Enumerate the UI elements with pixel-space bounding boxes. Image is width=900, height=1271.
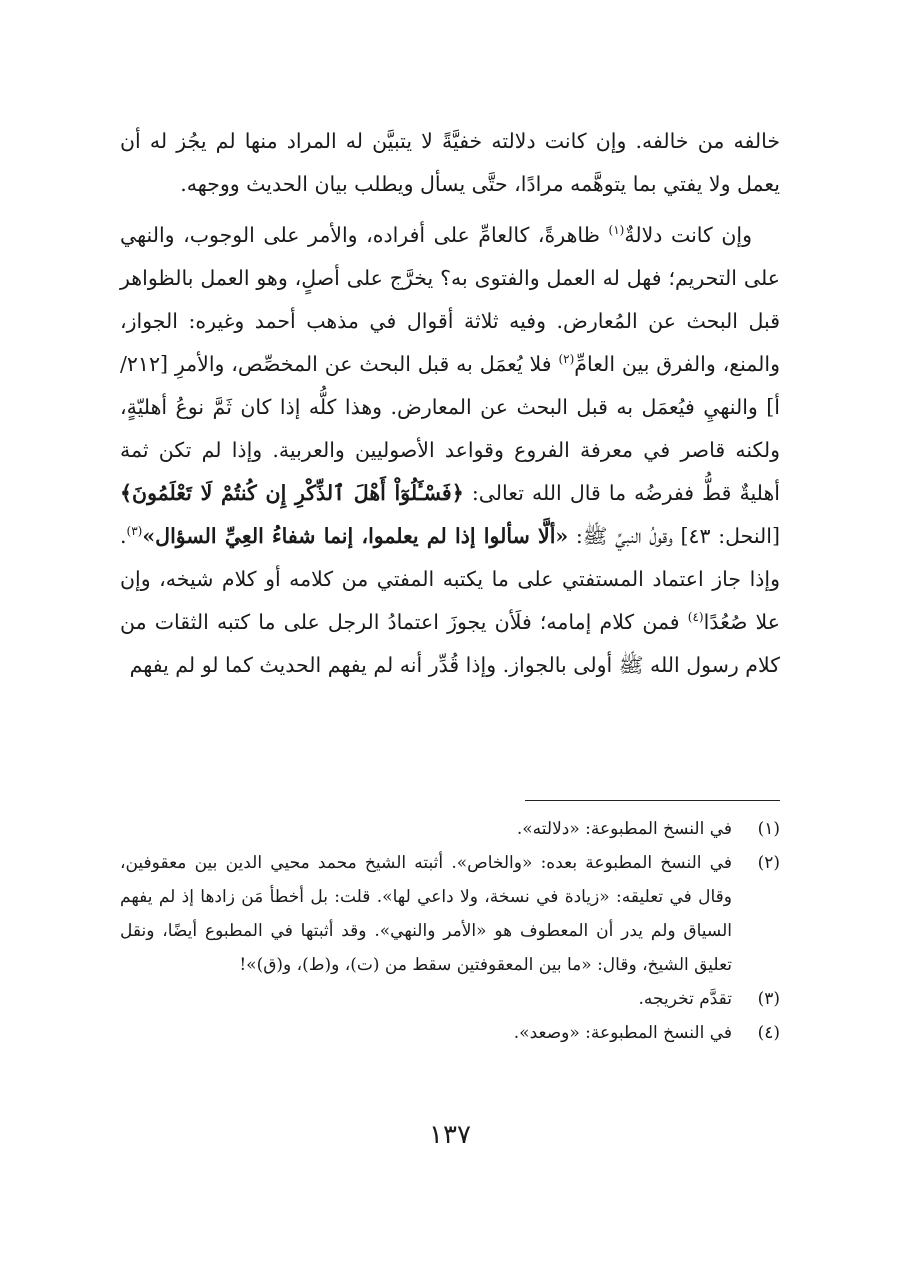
paragraph-1: خالفه من خالفه. وإن كانت دلالته خفيَّةً لا يتبيَّن له المراد منها لم يجُز له أن يعمل ولا يفتي بما يتوهَّمه مرادًا، حتَّى يسأل ويطلب بيان الحديث ووجهه.: [120, 129, 780, 196]
footnote-2: [120, 846, 780, 982]
body-text: [120, 120, 780, 687]
footnotes: [120, 812, 780, 1050]
footnote-number: (١): [757, 819, 780, 839]
footnote-1: [120, 812, 780, 846]
paragraph-2-part-f: فمن كلام إمامه؛ فلَأن يجوزَ اعتمادُ الرجل على ما كتبه الثقات من كلام رسول الله ﷺ أولى بالجواز. وإذا قُدِّر أنه لم يفهم الحديث كما لو لم يفهم: [120, 610, 780, 677]
paragraph-2: [120, 214, 780, 687]
footnote-4: [120, 1016, 780, 1050]
footnote-number: (٣): [757, 989, 780, 1009]
footnote-number: (٤): [757, 1023, 780, 1043]
footnote-3: [120, 982, 780, 1016]
footnote-text: في النسخ المطبوعة: «وصعد».: [513, 1023, 732, 1043]
paragraph-2-part-e: . وإذا جاز اعتماد المستفتي على ما يكتبه المفتي من كلامه أو كلام شيخه، وإن علا صُعُدًا: [120, 524, 780, 634]
hadith-quote: «ألَّا سألوا إذا لم يعلموا، إنما شفاءُ العِيِّ السؤال»: [142, 524, 569, 548]
footnote-ref-2: (٢): [558, 352, 575, 367]
footnote-text: في النسخ المطبوعة: «دلالته».: [516, 819, 732, 839]
paragraph-2-part-c: فلا يُعمَل به قبل البحث عن المخصِّص، والأمرِ [٢١٢/أ] والنهيِ فيُعمَل به قبل البحث عن المعارض. وهذا كلُّه إذا كان ثَمَّ نوعُ أهليّةٍ، ولكنه قاصر في معرفة الفروع وقواعد الأصوليين والعربية. وإذا لم تكن ثمة أهليةٌ قطُّ ففرضُه ما قال الله تعالى:: [120, 352, 780, 505]
footnote-number: (٢): [757, 853, 780, 873]
footnote-text: في النسخ المطبوعة بعده: «والخاص». أثبته الشيخ محمد محيي الدين بين معقوفين، وقال في تعليقه: «زيادة في نسخة، ولا داعي لها». قلت: بل أخطأ مَن زادها إذ لم يفهم السياق ولم يدر أن المعطوف هو «الأمر والنهي». وقد أثبتها في المطبوع أيضًا، ونقل تعليق الشيخ، وقال: «ما بين المعقوفتين سقط من (ت)، و(ط)، و(ق)»!: [120, 853, 732, 975]
footnote-text: تقدَّم تخريجه.: [638, 989, 732, 1009]
footnote-ref-1: (١): [608, 223, 625, 238]
paragraph-2-part-a: وإن كانت دلالةٌ: [624, 223, 752, 247]
paragraph-2-part-b: ظاهرةً، كالعامِّ على أفراده، والأمر على الوجوب، والنهي على التحريم؛ فهل له العمل والفتوى به؟ يخرَّج على أصلٍ، وهو العمل بالظواهر قبل البحث عن المُعارض. وفيه ثلاثة أقوال في مذهب أحمد وغيره: الجواز، والمنع، والفرق بين العامِّ: [120, 223, 780, 376]
main-text-block: [120, 120, 780, 687]
footnote-ref-4: (٤): [687, 610, 704, 625]
quran-verse: ﴿فَسْـَٔلُوٓاْ أَهْلَ ٱلذِّكْرِ إِن كُنتُمْ لَا تَعْلَمُونَ﴾: [120, 481, 464, 505]
paragraph-2-part-d: [النحل: ٤٣] وقولُ النبيِّ ﷺ:: [568, 524, 780, 548]
page-number: ١٣٧: [429, 1120, 471, 1150]
footnote-ref-3: (٣): [126, 524, 143, 539]
footnote-separator: [525, 800, 780, 801]
